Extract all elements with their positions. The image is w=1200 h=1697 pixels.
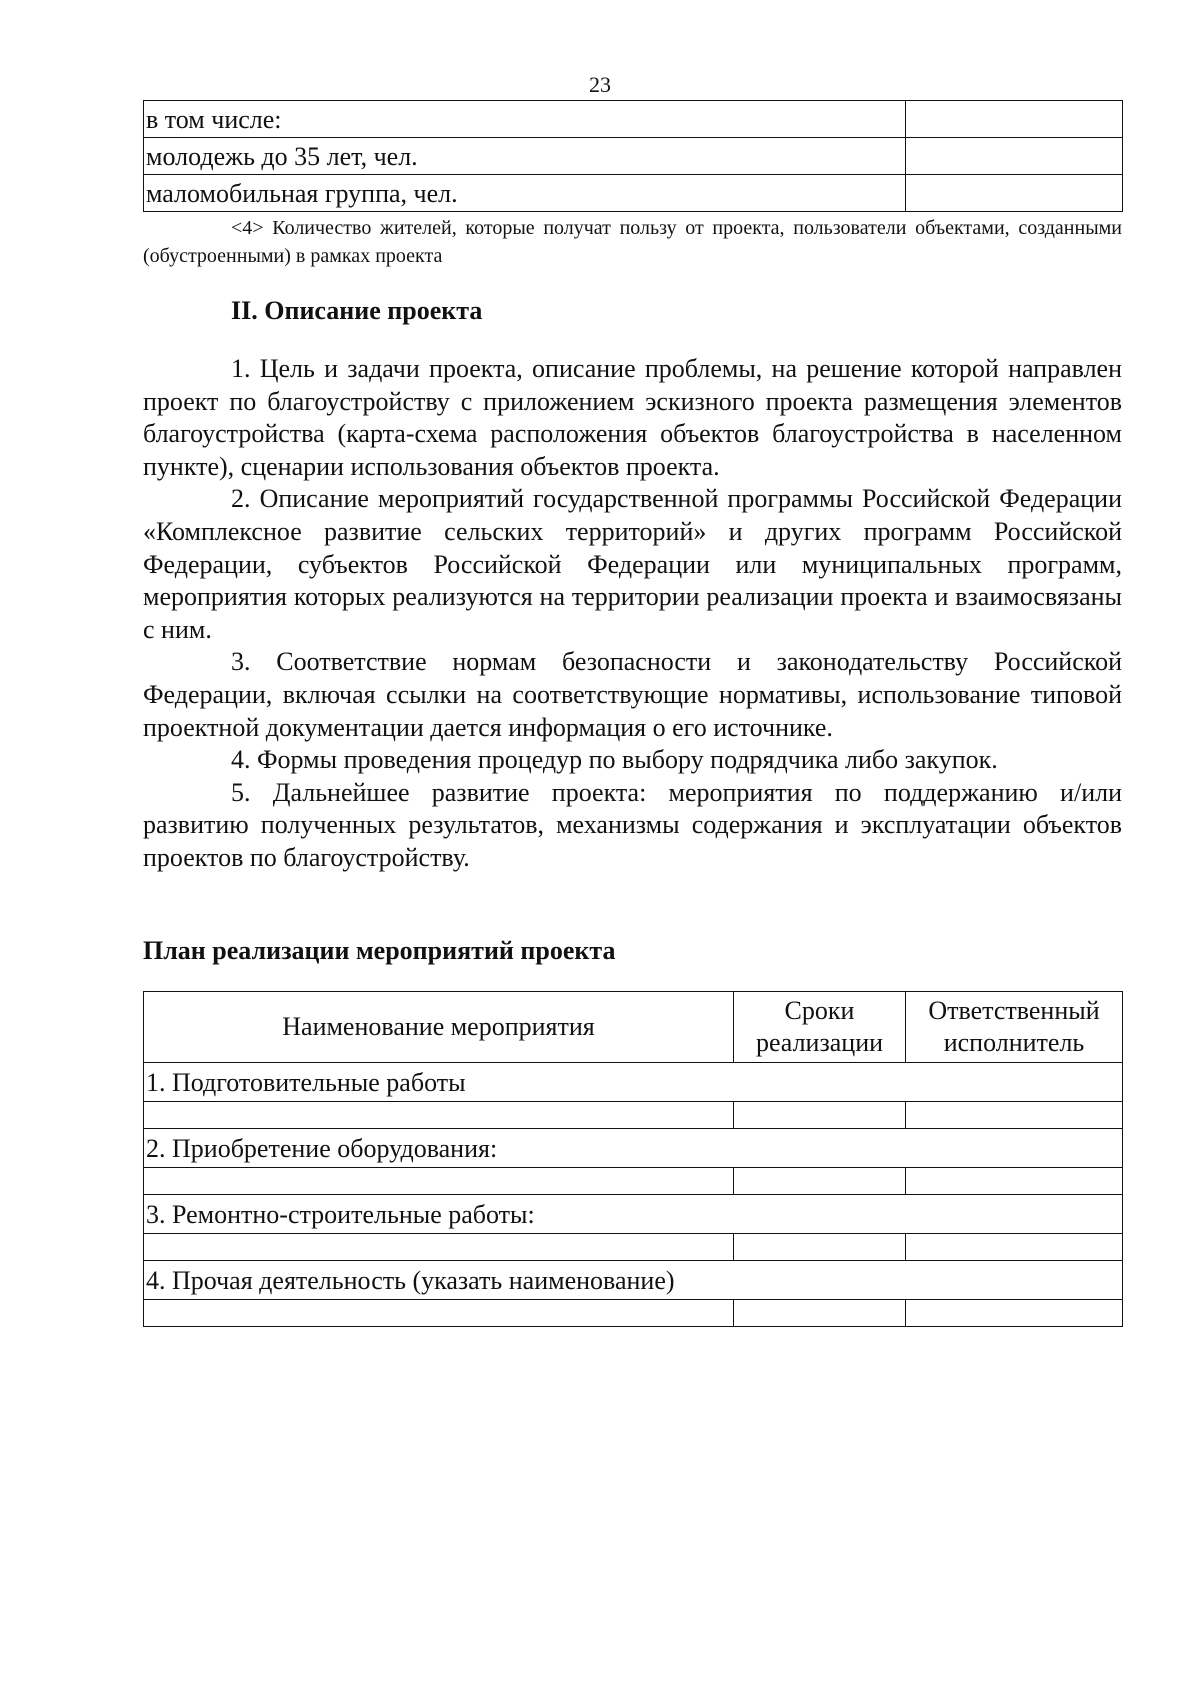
- paragraph-procurement: 4. Формы проведения процедур по выбору подрядчика либо закупок.: [231, 745, 998, 775]
- beneficiaries-table: [143, 100, 1123, 212]
- responsible-cell[interactable]: [906, 1102, 1123, 1129]
- deadline-cell[interactable]: [734, 1234, 906, 1261]
- plan-table: [143, 991, 1123, 1327]
- deadline-cell[interactable]: [734, 1168, 906, 1195]
- row-label: молодежь до 35 лет, чел.: [144, 138, 906, 175]
- table-section-row: [144, 1063, 1123, 1102]
- row-label: маломобильная группа, чел.: [144, 175, 906, 212]
- table-header-row: [144, 992, 1123, 1063]
- paragraph-goals: 1. Цель и задачи проекта, описание проблемы, на решение которой направлен проект по благоустройству с приложением эскизного проекта размещения элементов благоустройства (карта-схема расположения объектов благоустройства в населенном пункте), сценарии использования объектов проекта.: [143, 354, 1122, 481]
- section-title: 1. Подготовительные работы: [144, 1063, 1123, 1102]
- row-value-cell[interactable]: [906, 175, 1123, 212]
- paragraph-development: 5. Дальнейшее развитие проекта: мероприятия по поддержанию и/или развитию полученных результатов, механизмы содержания и эксплуатации объектов проектов по благоустройству.: [143, 777, 1122, 872]
- section-title: 4. Прочая деятельность (указать наименование): [144, 1261, 1123, 1300]
- deadline-cell[interactable]: [734, 1300, 906, 1327]
- responsible-cell[interactable]: [906, 1234, 1123, 1261]
- header-deadlines: Сроки реализации: [734, 992, 906, 1063]
- footnote: <4> Количество жителей, которые получат пользу от проекта, пользователи объектами, созданными (обустроенными) в рамках проекта: [143, 217, 1122, 267]
- responsible-cell[interactable]: [906, 1300, 1123, 1327]
- activity-cell[interactable]: [144, 1234, 734, 1261]
- table-section-row: [144, 1195, 1123, 1234]
- row-label: в том числе:: [144, 101, 906, 138]
- paragraph-safety: 3. Соответствие нормам безопасности и законодательству Российской Федерации, включая ссылки на соответствующие нормативы, использование типовой проектной документации дается информация о его источнике.: [143, 647, 1122, 742]
- table-row: [144, 1168, 1123, 1195]
- deadline-cell[interactable]: [734, 1102, 906, 1129]
- plan-heading: План реализации мероприятий проекта: [143, 936, 616, 965]
- header-responsible: Ответственный исполнитель: [906, 992, 1123, 1063]
- table-row: [144, 138, 1123, 175]
- activity-cell[interactable]: [144, 1102, 734, 1129]
- table-row: [144, 175, 1123, 212]
- responsible-cell[interactable]: [906, 1168, 1123, 1195]
- table-row: [144, 1234, 1123, 1261]
- page-number: 23: [589, 72, 611, 97]
- section-title: 2. Приобретение оборудования:: [144, 1129, 1123, 1168]
- row-value-cell[interactable]: [906, 101, 1123, 138]
- activity-cell[interactable]: [144, 1168, 734, 1195]
- table-row: [144, 1102, 1123, 1129]
- project-description: [143, 353, 1122, 875]
- section-heading: II. Описание проекта: [231, 296, 483, 325]
- table-row: [144, 1300, 1123, 1327]
- table-row: [144, 101, 1123, 138]
- paragraph-programs: 2. Описание мероприятий государственной программы Российской Федерации «Комплексное развитие сельских территорий» и других программ Российской Федерации, субъектов Российской Федерации или муниципальных программ, мероприятия которых реализуются на территории реализации проекта и взаимосвязаны с ним.: [143, 484, 1122, 644]
- header-activity-name: Наименование мероприятия: [144, 992, 734, 1063]
- table-section-row: [144, 1129, 1123, 1168]
- row-value-cell[interactable]: [906, 138, 1123, 175]
- section-title: 3. Ремонтно-строительные работы:: [144, 1195, 1123, 1234]
- activity-cell[interactable]: [144, 1300, 734, 1327]
- table-section-row: [144, 1261, 1123, 1300]
